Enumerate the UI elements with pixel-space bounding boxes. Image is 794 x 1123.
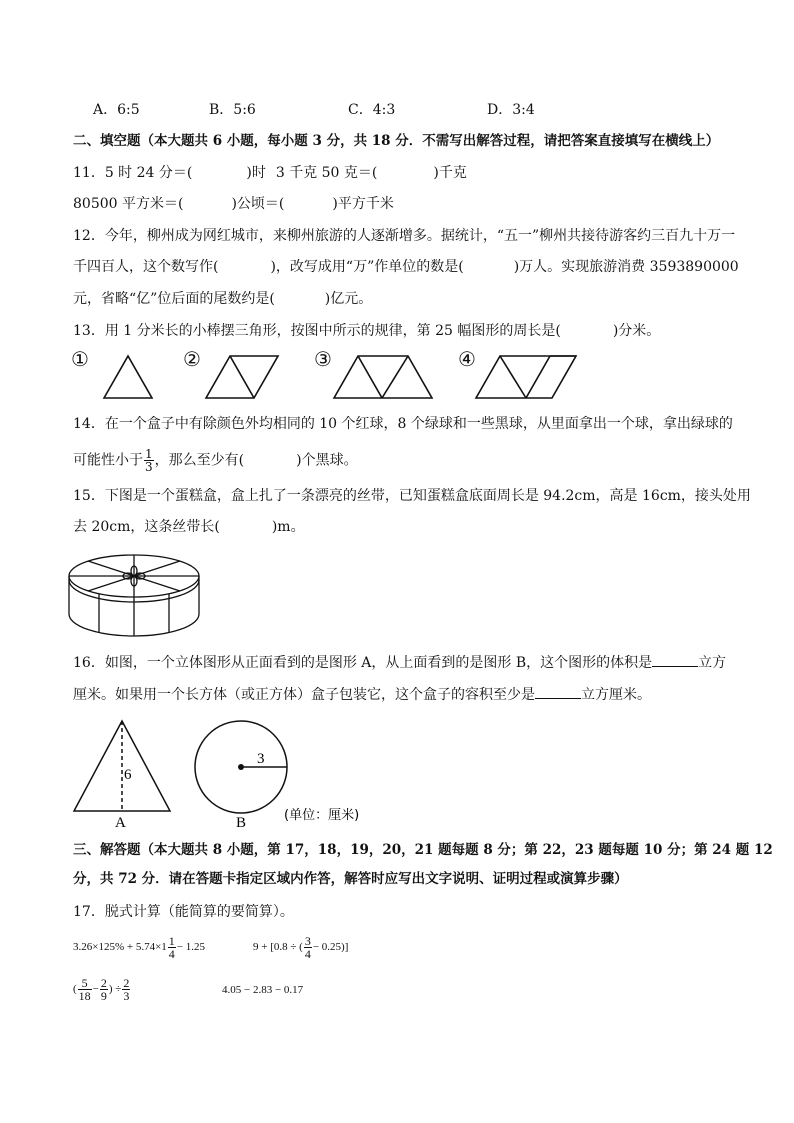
q17-expr2-frac-num: 3	[304, 933, 311, 948]
q11-line1	[73, 163, 467, 183]
q13-figure-2	[206, 356, 278, 398]
q14-fraction	[144, 448, 154, 473]
q14-text-b: ，那么至少有(	[154, 452, 245, 469]
q15-line1: 15．下图是一个蛋糕盒，盒上扎了一条漂亮的丝带，已知蛋糕盒底面周长是 94.2cm，高是 16cm，接头处用	[73, 488, 751, 504]
q13-line1	[73, 321, 660, 341]
q17-expr-3	[73, 976, 131, 1002]
q13-text-a: 13．用 1 分米长的小棒摆三角形，按图中所示的规律，第 25 幅图形的周长是(	[73, 323, 561, 339]
triangle-a-height-label: 6	[124, 767, 132, 783]
q11-text-d: )千克	[433, 165, 467, 181]
option-d: D．3:4	[487, 102, 535, 118]
q11-text-f: )公顷＝(	[231, 196, 285, 212]
q16-text-d: 立方厘米。	[581, 687, 651, 703]
q15-line2	[73, 517, 305, 537]
q12-text-b: )，改写成用“万”作单位的数是(	[270, 259, 464, 275]
q17-expr3-f1-den: 18	[78, 988, 91, 1003]
q14-frac-den: 3	[145, 460, 153, 474]
q17-expr2-text-b: − 0.25)]	[312, 941, 349, 953]
q13-label-2: ②	[183, 349, 201, 371]
q16-line1	[73, 652, 726, 673]
q15-text-b: )m。	[271, 519, 305, 535]
q13-label-3: ③	[314, 349, 332, 371]
unit-note: (单位：厘米)	[284, 808, 360, 823]
q14-text-c: )个黑球。	[296, 452, 358, 469]
q17-expr-1	[73, 934, 205, 960]
q16-blank-1	[652, 652, 698, 667]
q12-line3	[73, 289, 372, 309]
section3-header-1: 三、解答题（本大题共 8 小题，第 17，18，19，20，21 题每题 8 分；第 22，23 题每题 10 分；第 24 题 12	[73, 842, 773, 858]
option-c: C．4:3	[348, 102, 396, 118]
q17-expr2-frac-den: 4	[304, 946, 311, 961]
q11-text-b: )时	[246, 165, 266, 181]
q17-expr3-fraction-1	[78, 977, 92, 1002]
q17-expr1-frac-den: 4	[168, 946, 175, 961]
q17-expr-2	[253, 934, 348, 960]
q13-figure-4	[476, 356, 576, 398]
q16-text-b: 立方	[698, 655, 727, 671]
option-a: A．6:5	[93, 102, 140, 118]
cake-box-figure	[66, 550, 206, 640]
q12-text-a: 千四百人，这个数写作(	[73, 259, 219, 275]
q17-expr3-fraction-2	[100, 977, 108, 1002]
q14-line1: 14．在一个盒子中有除颜色外均相同的 10 个红球，8 个绿球和一些黑球，从里面拿出一个球，拿出绿球的	[73, 416, 733, 432]
q17-expr2-fraction	[304, 935, 312, 960]
q17-expr3-close: ) ÷	[108, 983, 122, 995]
q11-text-e: 80500 平方米＝(	[73, 196, 184, 212]
q11-text-c: 3 千克 50 克＝(	[275, 165, 378, 181]
q17-title: 17．脱式计算（能简算的要简算）。	[73, 904, 294, 920]
q16-blank-2	[535, 684, 581, 699]
q16-figures	[66, 713, 386, 833]
q12-text-c: )万人。实现旅游消费 3593890000	[513, 259, 739, 275]
q17-expr3-fraction-3	[122, 977, 130, 1002]
q16-text-c: 厘米。如果用一个长方体（或正方体）盒子包装它，这个盒子的容积至少是	[73, 687, 535, 703]
q17-expr3-f3-num: 2	[123, 975, 130, 990]
q17-expr3-minus: −	[92, 983, 99, 995]
q13-figure-1	[104, 356, 152, 398]
q17-expr1-text-a: 3.26×125% + 5.74×1	[73, 941, 167, 953]
circle-b-center	[238, 764, 244, 770]
q17-expr1-frac-num: 1	[168, 933, 175, 948]
option-b: B．5:6	[209, 102, 256, 118]
q17-expr3-f2-num: 2	[100, 975, 107, 990]
circle-b-label: B	[236, 815, 247, 831]
q11-text-a: 11．5 时 24 分＝(	[73, 165, 193, 181]
q13-label-4: ④	[458, 349, 476, 371]
triangle-a-label: A	[115, 815, 126, 831]
q12-text-e: )亿元。	[324, 291, 373, 307]
q14-line2	[73, 448, 358, 473]
q11-line2	[73, 194, 394, 214]
q17-expr3-f1-num: 5	[78, 977, 92, 990]
q17-expr3-open: (	[73, 983, 77, 995]
q16-text-a: 16．如图，一个立体图形从正面看到的是图形 A，从上面看到的是图形 B，这个图形的体积是	[73, 655, 653, 671]
q13-triangles-figure	[66, 344, 626, 404]
q17-expr3-f2-den: 9	[100, 988, 107, 1003]
q12-line1: 12．今年，柳州成为网红城市，来柳州旅游的人逐渐增多。据统计，“五一”柳州共接待游客约三百九十万一	[73, 228, 736, 244]
circle-b-radius-label: 3	[257, 751, 265, 767]
q11-text-g: )平方千米	[332, 196, 394, 212]
q17-expr3-f3-den: 3	[123, 988, 130, 1003]
q13-text-b: )分米。	[612, 323, 661, 339]
q17-expr-4: 4.05 − 2.83 − 0.17	[222, 984, 304, 996]
q17-expr1-fraction	[168, 935, 176, 960]
q13-label-1: ①	[71, 349, 89, 371]
q14-frac-num: 1	[145, 447, 153, 461]
q15-text-a: 去 20cm，这条丝带长(	[73, 519, 220, 535]
q13-figure-3	[334, 356, 432, 398]
q14-text-a: 可能性小于	[73, 452, 143, 469]
q17-expr1-text-b: − 1.25	[176, 941, 205, 953]
section3-header-2: 分，共 72 分．请在答题卡指定区域内作答，解答时应写出文字说明、证明过程或演算步骤）	[73, 871, 628, 887]
q12-line2	[73, 257, 739, 277]
q12-text-d: 元，省略“亿”位后面的尾数约是(	[73, 291, 275, 307]
q17-expr2-text-a: 9 + [0.8 ÷ (	[253, 941, 303, 953]
q16-line2	[73, 684, 651, 705]
section2-header: 二、填空题（本大题共 6 小题，每小题 3 分，共 18 分．不需写出解答过程，请把答案直接填写在横线上）	[73, 133, 720, 149]
